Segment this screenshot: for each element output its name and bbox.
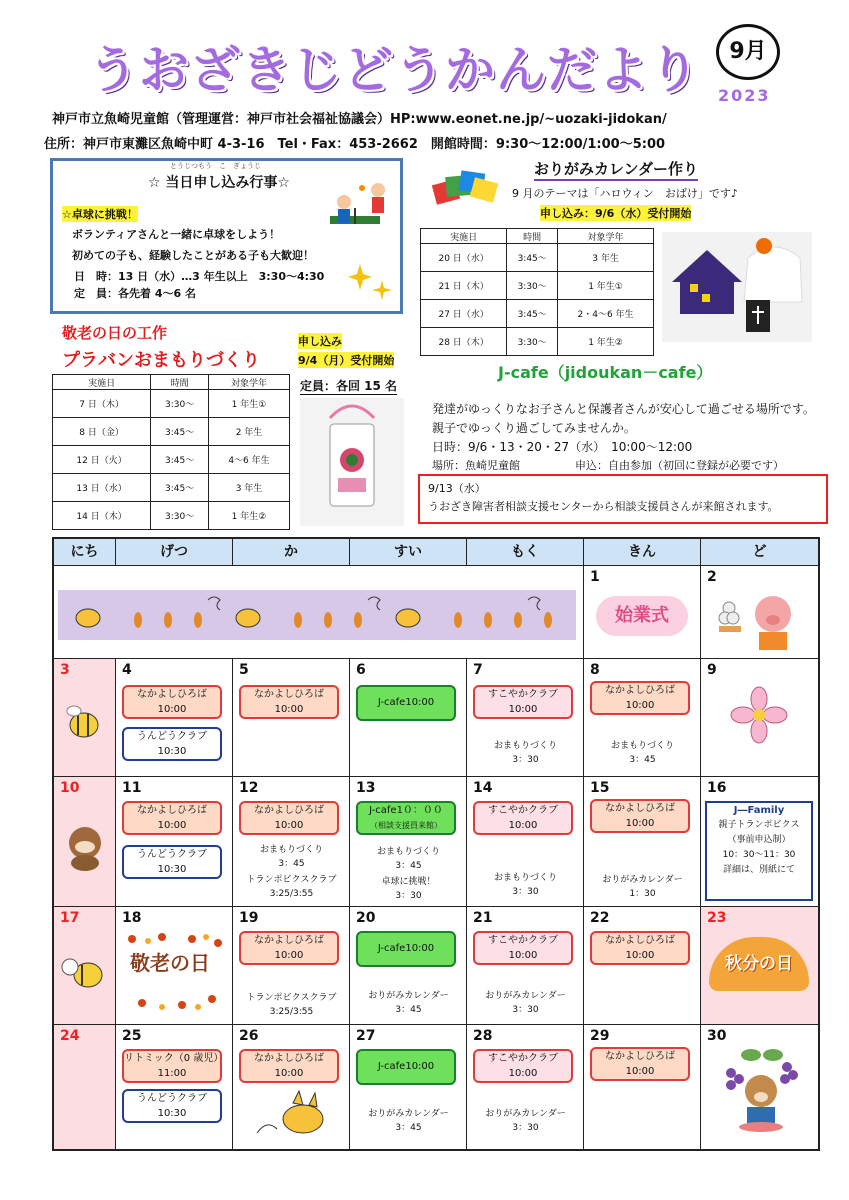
- event-undou: うんどうクラブ 10:30: [122, 845, 222, 879]
- event-jcafe: J-cafe10:00: [356, 1049, 456, 1085]
- day-cell-13: 13 J-cafe1０：００ （相談支援員来館） おまもりづくり 3：45 卓球に挑戦！ 3：30: [350, 777, 467, 907]
- day-cell-23: 23 秋分の日: [701, 907, 818, 1025]
- jcafe-line-1: 発達がゆっくりなお子さんと保護者さんが安心して過ごせる場所です。: [432, 402, 815, 416]
- event-rhythmic: リトミック（0 歳児） 11:00: [122, 1049, 222, 1083]
- event-table-tennis: 卓球に挑戦！ 3：30: [381, 877, 436, 901]
- origami-title: おりがみカレンダー作り: [534, 158, 698, 181]
- event-nakayoshi: なかよしひろば 10:00: [590, 681, 690, 715]
- day-cell-14: 14 すこやかクラブ 10:00 おまもりづくり 3：30: [467, 777, 584, 907]
- event-sukoyaka: すこやかクラブ 10:00: [473, 801, 573, 835]
- weekday-tue: か: [233, 539, 350, 566]
- keiro-apply-date: 9/4（月）受付開始: [298, 354, 395, 367]
- tanuki-illustration: [60, 821, 110, 871]
- table-row: 7 日（木） 3:30～ 1 年生①: [53, 390, 290, 418]
- event-nakayoshi: なかよしひろば 10:00: [590, 799, 690, 833]
- weekday-sun: にち: [54, 539, 116, 566]
- day-cell-18: 18 敬老の日: [116, 907, 233, 1025]
- day-cell-29: 29 なかよしひろば 10:00: [584, 1025, 701, 1149]
- table-row: 8 日（金） 3:45～ 2 年生: [53, 418, 290, 446]
- event-nakayoshi: なかよしひろば 10:00: [590, 931, 690, 965]
- day-cell-25: 25 リトミック（0 歳児） 11:00 うんどうクラブ 10:30: [116, 1025, 233, 1149]
- day-cell-17: 17: [54, 907, 116, 1025]
- header-line-2: 住所：神戸市東灘区魚崎中町 4-3-16 Tel・Fax：453-2662 開館時間：9:30～12:00/1:00～5:00: [44, 137, 666, 152]
- day-cell-9: 9: [701, 659, 818, 777]
- event-undou: うんどうクラブ 10:30: [122, 727, 222, 761]
- same-day-ruby: とうじつもう こ ぎょうじ: [170, 162, 261, 170]
- keiro-apply-label: 申し込み: [298, 335, 342, 348]
- day-cell-27: 27 J-cafe10:00 おりがみカレンダー 3：45: [350, 1025, 467, 1149]
- fox-illustration: [253, 1089, 333, 1139]
- sparkle-icon: [348, 262, 394, 308]
- weekday-wed: すい: [350, 539, 467, 566]
- origami-paper-icon: [432, 168, 500, 208]
- table-row: 14 日（木） 3:30～ 1 年生②: [53, 502, 290, 530]
- notice-date: 9/13（水）: [428, 482, 486, 495]
- event-jcafe-consult: J-cafe1０：００ （相談支援員来館）: [356, 801, 456, 835]
- fox-leaves-banner: [58, 590, 576, 640]
- event-jfamily: J―Family 親子トランポビクス （事前申込制） 10：30～11：30 詳細は、別紙にて: [705, 801, 813, 901]
- newsletter-title: うおざきじどうかんだより: [88, 41, 700, 99]
- pig-dango-illustration: [715, 588, 805, 654]
- notice-text: うおざき障害者相談支援センターから相談支援員さんが来館されます。: [428, 500, 779, 513]
- day-cell-4: 4 なかよしひろば 10:00 うんどうクラブ 10:30: [116, 659, 233, 777]
- keiro-capacity: 定員：各回 15 名: [300, 379, 398, 393]
- respect-for-aged-day-label: 敬老の日: [130, 951, 210, 975]
- opening-ceremony-label: 始業式: [596, 596, 688, 636]
- event-omamori: おまもりづくり 3：45: [259, 845, 323, 869]
- event-origami: おりがみカレンダー 3：45: [368, 1109, 449, 1133]
- header-line-1: 神戸市立魚崎児童館（管理運営：神戸市社会福祉協議会）HP:www.eonet.ne.jp/~uozaki-jidokan/: [52, 112, 667, 127]
- event-trampoline: トランポビクスクラブ 3:25/3:55: [246, 875, 337, 899]
- jcafe-place: 場所：魚崎児童館 申込：自由参加（初回に登録が必要です）: [432, 459, 784, 472]
- table-tennis-illustration: [322, 178, 392, 248]
- event-jcafe: J-cafe10:00: [356, 685, 456, 721]
- day-cell-8: 8 なかよしひろば 10:00 おまもりづくり 3：45: [584, 659, 701, 777]
- event-origami: おりがみカレンダー 3：30: [485, 991, 566, 1015]
- day-cell-16: 16 J―Family 親子トランポビクス （事前申込制） 10：30～11：30 詳細は、別紙にて: [701, 777, 818, 907]
- event-sukoyaka: すこやかクラブ 10:00: [473, 931, 573, 965]
- event-undou: うんどうクラブ 10:30: [122, 1089, 222, 1123]
- event-nakayoshi: なかよしひろば 10:00: [239, 685, 339, 719]
- table-row: 28 日（木） 3:30～ 1 年生②: [421, 328, 654, 356]
- day-cell-7: 7 すこやかクラブ 10:00 おまもりづくり 3：30: [467, 659, 584, 777]
- event-nakayoshi: なかよしひろば 10:00: [239, 1049, 339, 1083]
- event-origami: おりがみカレンダー 3：45: [368, 991, 449, 1015]
- same-day-line-1: ボランティアさんと一緒に卓球をしよう！: [72, 228, 281, 241]
- event-jcafe: J-cafe10:00: [356, 931, 456, 967]
- day-cell-3: 3: [54, 659, 116, 777]
- cosmos-flower-illustration: [729, 685, 789, 745]
- bee-illustration: [60, 947, 112, 993]
- jcafe-date: 日時：9/6・13・20・27（水） 10:00～12:00: [432, 440, 693, 454]
- event-omamori: おまもりづくり 3：30: [493, 741, 557, 765]
- day-cell-19: 19 なかよしひろば 10:00 トランポビクスクラブ 3:25/3:55: [233, 907, 350, 1025]
- autumn-leaves-icon: [122, 933, 226, 1013]
- jcafe-title: J-cafe（jidoukan－cafe）: [498, 363, 713, 382]
- event-trampoline: トランポビクスクラブ 3:25/3:55: [246, 993, 337, 1017]
- event-omamori: おまもりづくり 3：45: [376, 847, 440, 871]
- same-day-line-2: 初めての子も、経験したことがある子も大歓迎！: [72, 249, 314, 262]
- autumn-equinox-label: 秋分の日: [709, 937, 809, 991]
- event-origami: おりがみカレンダー 3：30: [485, 1109, 566, 1133]
- weekday-sat: ど: [701, 539, 818, 566]
- month-badge: 9月: [716, 24, 780, 80]
- event-origami: おりがみカレンダー 1：30: [602, 875, 683, 899]
- same-day-title: ☆ 当日申し込み行事☆: [148, 175, 290, 191]
- event-omamori: おまもりづくり 3：45: [610, 741, 674, 765]
- day-cell-6: 6 J-cafe10:00: [350, 659, 467, 777]
- table-tennis-heading: ☆卓球に挑戦！: [62, 208, 138, 221]
- day-cell-30: 30: [701, 1025, 818, 1149]
- day-cell-15: 15 なかよしひろば 10:00 おりがみカレンダー 1：30: [584, 777, 701, 907]
- jcafe-line-2: 親子でゆっくり過ごしてみませんか。: [432, 421, 636, 435]
- day-cell-1: 1 始業式: [584, 566, 701, 659]
- keiro-title-2: プラバンおまもりづくり: [62, 350, 260, 371]
- table-row: 13 日（水） 3:45～ 3 年生: [53, 474, 290, 502]
- day-cell-22: 22 なかよしひろば 10:00: [584, 907, 701, 1025]
- weekday-mon: げつ: [116, 539, 233, 566]
- same-day-date: 日 時：13 日（水）…3 年生以上 3:30～4:30: [74, 270, 325, 283]
- weekday-thu: もく: [467, 539, 584, 566]
- event-nakayoshi: なかよしひろば 10:00: [239, 801, 339, 835]
- day-cell-11: 11 なかよしひろば 10:00 うんどうクラブ 10:30: [116, 777, 233, 907]
- keiro-schedule-table: 実施日 時間 対象学年 7 日（木） 3:30～ 1 年生① 8 日（金） 3:45～ 2 年生 12 日（火） 3:45～ 4～6 年生 13 日（水） 3:45～ 3 年生 14 日（木） 3:30～ 1 年生②: [52, 374, 290, 530]
- day-cell-2: 2: [701, 566, 818, 659]
- day-cell-5: 5 なかよしひろば 10:00: [233, 659, 350, 777]
- event-nakayoshi: なかよしひろば 10:00: [122, 685, 222, 719]
- origami-apply: 申し込み：9/6（水）受付開始: [540, 207, 692, 220]
- day-cell-24: 24: [54, 1025, 116, 1149]
- event-omamori: おまもりづくり 3：30: [493, 873, 557, 897]
- year-label: 2023: [718, 86, 771, 105]
- day-cell-12: 12 なかよしひろば 10:00 おまもりづくり 3：45 トランポビクスクラブ 3:25/3:55: [233, 777, 350, 907]
- event-nakayoshi: なかよしひろば 10:00: [239, 931, 339, 965]
- bear-grapes-illustration: [721, 1047, 801, 1133]
- day-cell-20: 20 J-cafe10:00 おりがみカレンダー 3：45: [350, 907, 467, 1025]
- table-row: 21 日（木） 3:30～ 1 年生①: [421, 272, 654, 300]
- event-nakayoshi: なかよしひろば 10:00: [590, 1047, 690, 1081]
- event-nakayoshi: なかよしひろば 10:00: [122, 801, 222, 835]
- keiro-title-1: 敬老の日の工作: [62, 324, 168, 342]
- day-cell-21: 21 すこやかクラブ 10:00 おりがみカレンダー 3：30: [467, 907, 584, 1025]
- table-row: 27 日（水） 3:45～ 2・4～6 年生: [421, 300, 654, 328]
- origami-schedule-table: 実施日 時間 対象学年 20 日（水） 3:45～ 3 年生 21 日（木） 3:30～ 1 年生① 27 日（水） 3:45～ 2・4～6 年生 28 日（木） 3:30～ 1 年生②: [420, 228, 654, 356]
- day-cell-26: 26 なかよしひろば 10:00: [233, 1025, 350, 1149]
- table-row: 20 日（水） 3:45～ 3 年生: [421, 244, 654, 272]
- origami-theme: 9 月のテーマは「ハロウィン おばけ」です♪: [512, 187, 738, 200]
- omamori-charm-photo: [300, 398, 404, 526]
- halloween-origami-illustration: [662, 232, 812, 342]
- table-row: 12 日（火） 3:45～ 4～6 年生: [53, 446, 290, 474]
- event-sukoyaka: すこやかクラブ 10:00: [473, 1049, 573, 1083]
- same-day-capacity: 定 員：各先着 4～6 名: [74, 287, 196, 300]
- day-cell-28: 28 すこやかクラブ 10:00 おりがみカレンダー 3：30: [467, 1025, 584, 1149]
- bee-illustration: [62, 699, 108, 745]
- event-sukoyaka: すこやかクラブ 10:00: [473, 685, 573, 719]
- day-cell-10: 10: [54, 777, 116, 907]
- weekday-fri: きん: [584, 539, 701, 566]
